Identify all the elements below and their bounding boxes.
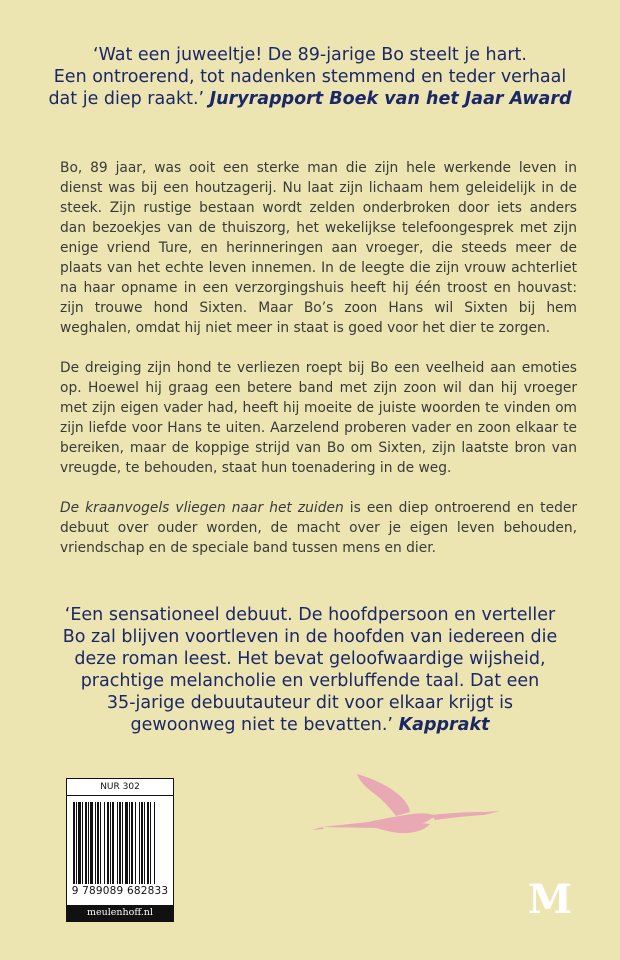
book-title: De kraanvogels vliegen naar het zuiden: [60, 500, 344, 516]
barcode-bar: [131, 802, 133, 884]
barcode-bar: [104, 802, 105, 884]
barcode-bar: [147, 802, 149, 884]
barcode-bar: [88, 802, 89, 884]
quote-line-text: dat je diep raakt.’: [48, 89, 205, 109]
barcode-bar: [82, 802, 83, 884]
quote-line: ‘Wat een juweeltje! De 89-jarige Bo steelt je hart.: [93, 45, 527, 65]
barcode-bar: [119, 802, 121, 884]
top-review-quote: [40, 44, 580, 110]
barcode-bars: [73, 802, 167, 884]
blurb-paragraph-3: [60, 498, 577, 558]
barcode-bar: [141, 802, 143, 884]
isbn-number: 9 789089 682833: [71, 885, 169, 897]
quote-line: ‘Een sensationeel debuut. De hoofdpersoon en verteller: [64, 605, 556, 625]
quote-line: prachtige melancholie en verbluffende taal. Dat een: [80, 671, 540, 691]
barcode-bar: [95, 802, 96, 884]
nur-code: NUR 302: [67, 779, 173, 796]
barcode-bar: [117, 802, 118, 884]
publisher-logo: M: [527, 876, 573, 923]
quote-line: [40, 88, 580, 110]
barcode-bar: [139, 802, 140, 884]
quote-line: [60, 714, 560, 736]
barcode-bar: [100, 802, 101, 884]
quote-line: Bo zal blijven voortleven in de hoofden van iedereen die: [62, 627, 558, 647]
barcode-bar: [110, 802, 111, 884]
blurb-paragraph-1: Bo, 89 jaar, was ooit een sterke man die zijn hele werkende leven in dienst was bij een houtzagerij. Nu laat zijn lichaam hem geleidelijk in de steek. Zijn rustige bestaan wordt zelden onderbroken door iets anders dan bezoekjes van de thuiszorg, het wekelijkse telefoongesprek met zijn enige vriend Ture, en herinneringen aan vroeger, die steeds meer de plaats van het echte leven innemen. In de leegte die zijn vrouw achterliet na haar opname in een verzorgingshuis heeft hij één troost en houvast: zijn trouwe hond Sixten. Maar Bo’s zoon Hans wil Sixten bij hem weghalen, omdat hij niet meer in staat is goed voor het dier te zorgen.: [60, 160, 577, 336]
quote-source: Kapprakt: [398, 715, 490, 735]
barcode-bar: [85, 802, 87, 884]
barcode-bar: [154, 802, 155, 884]
barcode-bar: [150, 802, 151, 884]
barcode-bar: [90, 802, 93, 884]
quote-source: Juryrapport Boek van het Jaar Award: [209, 89, 572, 109]
quote-line: Een ontroerend, tot nadenken stemmend en teder verhaal: [53, 67, 567, 87]
barcode-bar: [135, 802, 136, 884]
book-blurb: [60, 158, 577, 578]
barcode-bar: [144, 802, 145, 884]
blurb-paragraph-3-text: is een diep ontroerend en teder debuut over ouder worden, de macht over je eigen leven behouden, vriendschap en de speciale band tussen mens en dier.: [60, 500, 577, 556]
barcode-bar: [125, 802, 128, 884]
blurb-paragraph-2: De dreiging zijn hond te verliezen roept bij Bo een veelheid aan emoties op. Hoewel hij graag een betere band met zijn zoon wil dan hij vroeger met zijn eigen vader had, heeft hij moeite de juiste woorden te vinden om zijn liefde voor Hans te uiten. Aarzelend proberen vader en zoon elkaar te bereiken, maar de koppige strijd van Bo om Sixten, zijn laatste bron van vreugde, te behouden, staat hun toenadering in de weg.: [60, 360, 577, 476]
barcode-bar: [129, 802, 130, 884]
bottom-review-quote: [60, 604, 560, 736]
barcode-bar: [97, 802, 99, 884]
barcode-bar: [73, 802, 75, 884]
publisher-url: meulenhoff.nl: [67, 905, 173, 921]
quote-line: 35-jarige debuutauteur dit voor elkaar krijgt is: [106, 693, 514, 713]
barcode-label: [66, 778, 174, 922]
barcode-bar: [107, 802, 109, 884]
crane-illustration: [312, 772, 512, 842]
barcode-bar: [78, 802, 81, 884]
barcode-bar: [76, 802, 77, 884]
barcode-bar: [112, 802, 114, 884]
quote-line-text: gewoonweg niet te bevatten.’: [130, 715, 393, 735]
barcode-bar: [122, 802, 123, 884]
quote-line: deze roman leest. Het bevat geloofwaardige wijsheid,: [74, 649, 546, 669]
